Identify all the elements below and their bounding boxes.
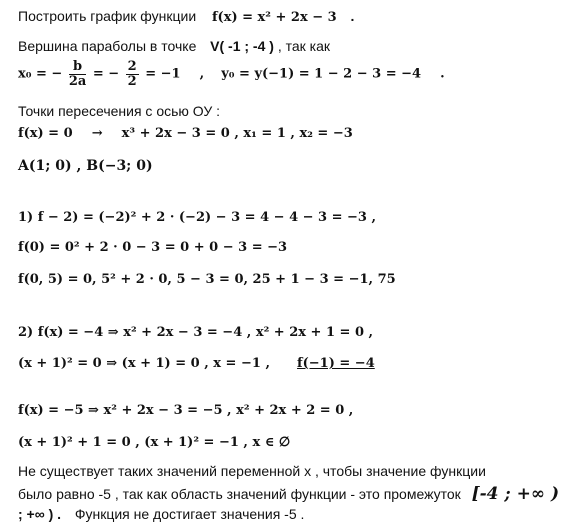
section1-line2: f(0) = 0² + 2 · 0 − 3 = 0 + 0 − 3 = −3 xyxy=(18,240,288,255)
roots-eq: f(x) = 0 xyxy=(18,126,73,141)
section1-line3: f(0, 5) = 0, 5² + 2 · 0, 5 − 3 = 0, 25 + 1 − 3 = −1, 75 xyxy=(18,272,396,287)
function-expression: f(x) = x² + 2x − 3 xyxy=(211,10,337,25)
section2-line2-a: (x + 1)² = 0 ⇒ (x + 1) = 0 , x = −1 , xyxy=(18,356,270,371)
conclusion-line2 xyxy=(18,486,559,503)
range-answer: [-4 ; +∞ ) xyxy=(471,484,559,504)
vertex-text-after: , так как xyxy=(277,38,330,54)
roots-line xyxy=(18,127,353,140)
x0-result: = −1 xyxy=(145,66,181,82)
vertex-calc-period: . xyxy=(440,66,445,82)
separator: , xyxy=(199,66,205,82)
fraction-denominator: 2a xyxy=(68,73,87,89)
vertex-point: V( -1 ; -4 ) xyxy=(210,38,274,54)
roots-values: , x₁ = 1 , x₂ = −3 xyxy=(234,126,353,141)
fraction-2-over-2 xyxy=(126,60,139,88)
x0-label: x₀ = − xyxy=(18,66,63,82)
eq-minus: = − xyxy=(92,66,120,82)
conclusion-line1: Не существует таких значений переменной x , чтобы значение функции xyxy=(18,463,486,479)
fraction-denominator: 2 xyxy=(127,73,137,89)
y0-calc: y₀ = y(−1) = 1 − 2 − 3 = −4 xyxy=(221,66,422,82)
conclusion-final: Функция не достигает значения -5 . xyxy=(74,506,305,522)
vertex-calc-line xyxy=(18,60,445,88)
arrow-icon: → xyxy=(91,126,103,141)
intersection-points: A(1; 0) , B(−3; 0) xyxy=(18,158,153,174)
quadratic-eq: x³ + 2x − 3 = 0 xyxy=(121,126,230,141)
fraction-b-over-2a xyxy=(69,60,86,88)
title-period: . xyxy=(350,8,355,24)
title-text: Построить график функции xyxy=(18,8,197,24)
section3-line2: (x + 1)² + 1 = 0 , (x + 1)² = −1 , x ∈ ∅ xyxy=(18,435,291,450)
section2-vertex-value: f(−1) = −4 xyxy=(297,356,375,371)
section2-line2 xyxy=(18,357,375,370)
oy-heading: Точки пересечения с осью ОУ : xyxy=(18,103,221,119)
title-line xyxy=(18,9,354,24)
section2-line1: 2) f(x) = −4 ⇒ x² + 2x − 3 = −4 , x² + 2x + 1 = 0 , xyxy=(18,325,374,340)
conclusion-line2-text: было равно -5 , так как область значений функции - это промежуток xyxy=(18,486,461,502)
vertex-line xyxy=(18,39,330,53)
fraction-numerator: 2 xyxy=(127,59,137,74)
fraction-numerator: b xyxy=(69,60,86,75)
section3-line1: f(x) = −5 ⇒ x² + 2x − 3 = −5 , x² + 2x + 2 = 0 , xyxy=(18,403,354,418)
conclusion-line3 xyxy=(18,507,304,521)
section1-line1: 1) f − 2) = (−2)² + 2 · (−2) − 3 = 4 − 4 − 3 = −3 , xyxy=(18,210,377,225)
vertex-text: Вершина параболы в точке xyxy=(18,38,197,54)
conclusion-range-tail: ; +∞ ) . xyxy=(18,506,62,522)
